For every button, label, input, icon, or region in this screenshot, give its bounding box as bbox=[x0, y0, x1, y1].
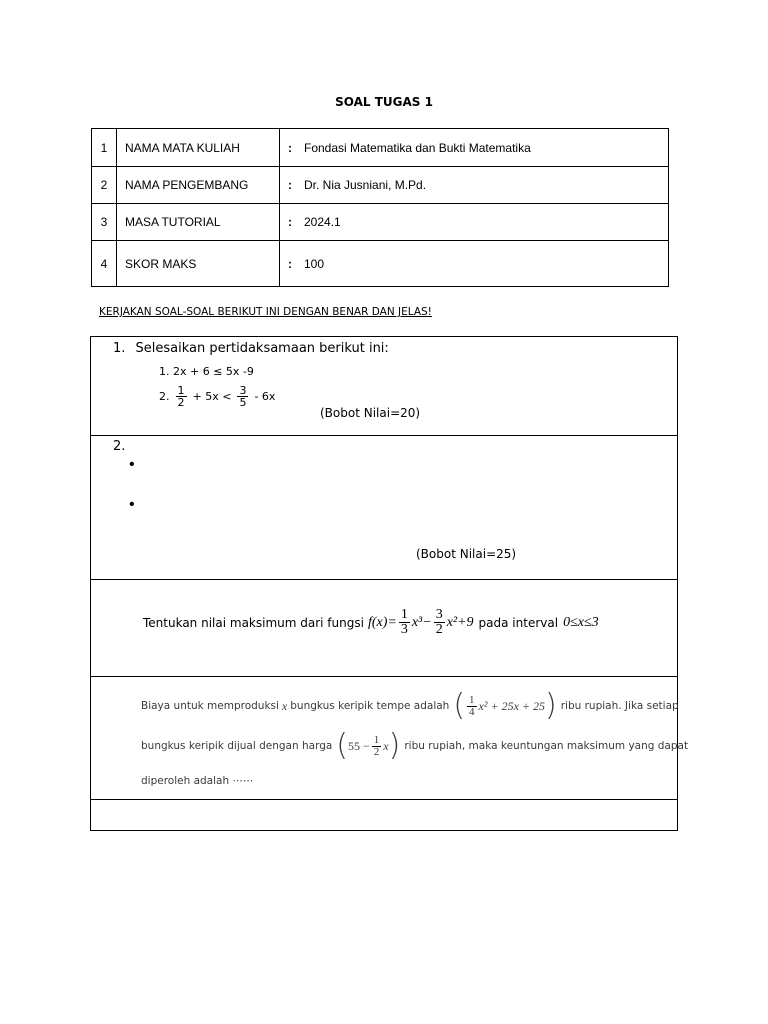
info-row-course bbox=[92, 129, 669, 167]
question-3 bbox=[91, 579, 677, 676]
fraction-one-half bbox=[176, 385, 187, 408]
row-value bbox=[280, 241, 669, 287]
question-4-line-1 bbox=[141, 688, 679, 723]
question-text: Tentukan nilai maksimum dari fungsi bbox=[143, 615, 364, 630]
inequality-1: 1. 2x + 6 ≤ 5x -9 bbox=[159, 365, 254, 378]
numerator: 1 bbox=[469, 693, 475, 706]
question-text: Selesaikan pertidaksamaan berikut ini: bbox=[135, 341, 389, 356]
price-constant: 55 − bbox=[348, 738, 370, 753]
row-label: SKOR MAKS bbox=[117, 241, 280, 287]
question-text: bungkus keripik dijual dengan harga bbox=[141, 740, 333, 752]
term-cubic: x³− bbox=[411, 614, 432, 630]
variable-x: x bbox=[281, 698, 288, 713]
numerator: 3 bbox=[435, 607, 443, 622]
row-value bbox=[280, 167, 669, 204]
denominator: 2 bbox=[373, 745, 380, 758]
fraction-three-fifths bbox=[237, 385, 248, 408]
question-number: 1. bbox=[113, 341, 126, 356]
denominator: 3 bbox=[400, 622, 408, 637]
colon: : bbox=[288, 215, 292, 229]
question-2 bbox=[91, 435, 677, 579]
question-text: ribu rupiah, maka keuntungan maksimum yang dapat bbox=[404, 740, 689, 752]
numerator: 3 bbox=[239, 384, 247, 397]
row-number: 4 bbox=[92, 241, 117, 287]
fraction-three-halves bbox=[434, 608, 445, 637]
fraction-one-third bbox=[399, 608, 410, 637]
row-label: NAMA MATA KULIAH bbox=[117, 129, 280, 167]
info-row-developer bbox=[92, 167, 669, 204]
interval-text: pada interval bbox=[478, 615, 559, 630]
question-3-text bbox=[143, 608, 599, 637]
max-score: 100 bbox=[304, 256, 325, 271]
colon: : bbox=[288, 178, 292, 192]
term-quadratic: x²+9 bbox=[446, 614, 474, 630]
colon: : bbox=[288, 256, 292, 271]
left-paren: ( bbox=[336, 728, 349, 763]
denominator: 5 bbox=[239, 396, 247, 409]
right-paren: ) bbox=[545, 688, 557, 723]
bullet-item: • bbox=[129, 496, 135, 513]
denominator: 2 bbox=[177, 396, 185, 409]
last-term: - 6x bbox=[254, 390, 276, 403]
developer-name: Dr. Nia Jusniani, M.Pd. bbox=[304, 178, 427, 192]
colon: : bbox=[288, 140, 292, 155]
question-4-line-2 bbox=[141, 728, 689, 763]
row-value bbox=[280, 129, 669, 167]
row-value bbox=[280, 204, 669, 241]
question-text: Biaya untuk memproduksi bbox=[141, 700, 279, 712]
question-4 bbox=[91, 676, 689, 799]
question-1-prompt bbox=[113, 341, 389, 356]
instruction: KERJAKAN SOAL-SOAL BERIKUT INI DENGAN BENAR DAN JELAS! bbox=[99, 306, 432, 318]
bullet-item: • bbox=[129, 456, 135, 473]
numerator: 1 bbox=[400, 607, 408, 622]
info-row-tutorial bbox=[92, 204, 669, 241]
right-paren: ) bbox=[388, 728, 401, 763]
inequality-2 bbox=[159, 385, 275, 408]
question-1 bbox=[91, 337, 677, 435]
page-title: SOAL TUGAS 1 bbox=[335, 95, 433, 109]
info-row-max-score bbox=[92, 241, 669, 287]
middle-term: + 5x < bbox=[192, 390, 232, 403]
numerator: 1 bbox=[373, 733, 380, 746]
weight-label: (Bobot Nilai=25) bbox=[416, 547, 517, 561]
question-text: ribu rupiah. Jika setiap bbox=[560, 700, 679, 712]
interval-expression: 0≤x≤3 bbox=[563, 614, 599, 630]
cost-expression: x² + 25x + 25 bbox=[478, 698, 545, 713]
left-paren: ( bbox=[453, 688, 466, 723]
fraction-one-half bbox=[372, 735, 382, 758]
question-text: bungkus keripik tempe adalah bbox=[290, 700, 450, 712]
row-number: 2 bbox=[92, 167, 117, 204]
questions-box bbox=[90, 336, 689, 831]
empty-row bbox=[91, 799, 677, 830]
row-number: 1 bbox=[92, 129, 117, 167]
course-name: Fondasi Matematika dan Bukti Matematika bbox=[304, 140, 531, 155]
denominator: 4 bbox=[469, 705, 475, 718]
row-number: 3 bbox=[92, 204, 117, 241]
variable-x: x bbox=[383, 738, 389, 753]
fraction-one-quarter bbox=[467, 695, 477, 718]
denominator: 2 bbox=[435, 622, 443, 637]
row-label: MASA TUTORIAL bbox=[117, 204, 280, 241]
numerator: 1 bbox=[177, 384, 185, 397]
tutorial-period: 2024.1 bbox=[304, 215, 341, 229]
item-number: 2. bbox=[159, 390, 170, 403]
row-label: NAMA PENGEMBANG bbox=[117, 167, 280, 204]
question-number: 2. bbox=[113, 439, 126, 454]
function-name: f(x)= bbox=[367, 614, 397, 630]
weight-label: (Bobot Nilai=20) bbox=[320, 406, 421, 420]
question-4-line-3: diperoleh adalah ⋯⋯ bbox=[141, 775, 254, 787]
info-table bbox=[91, 128, 669, 287]
